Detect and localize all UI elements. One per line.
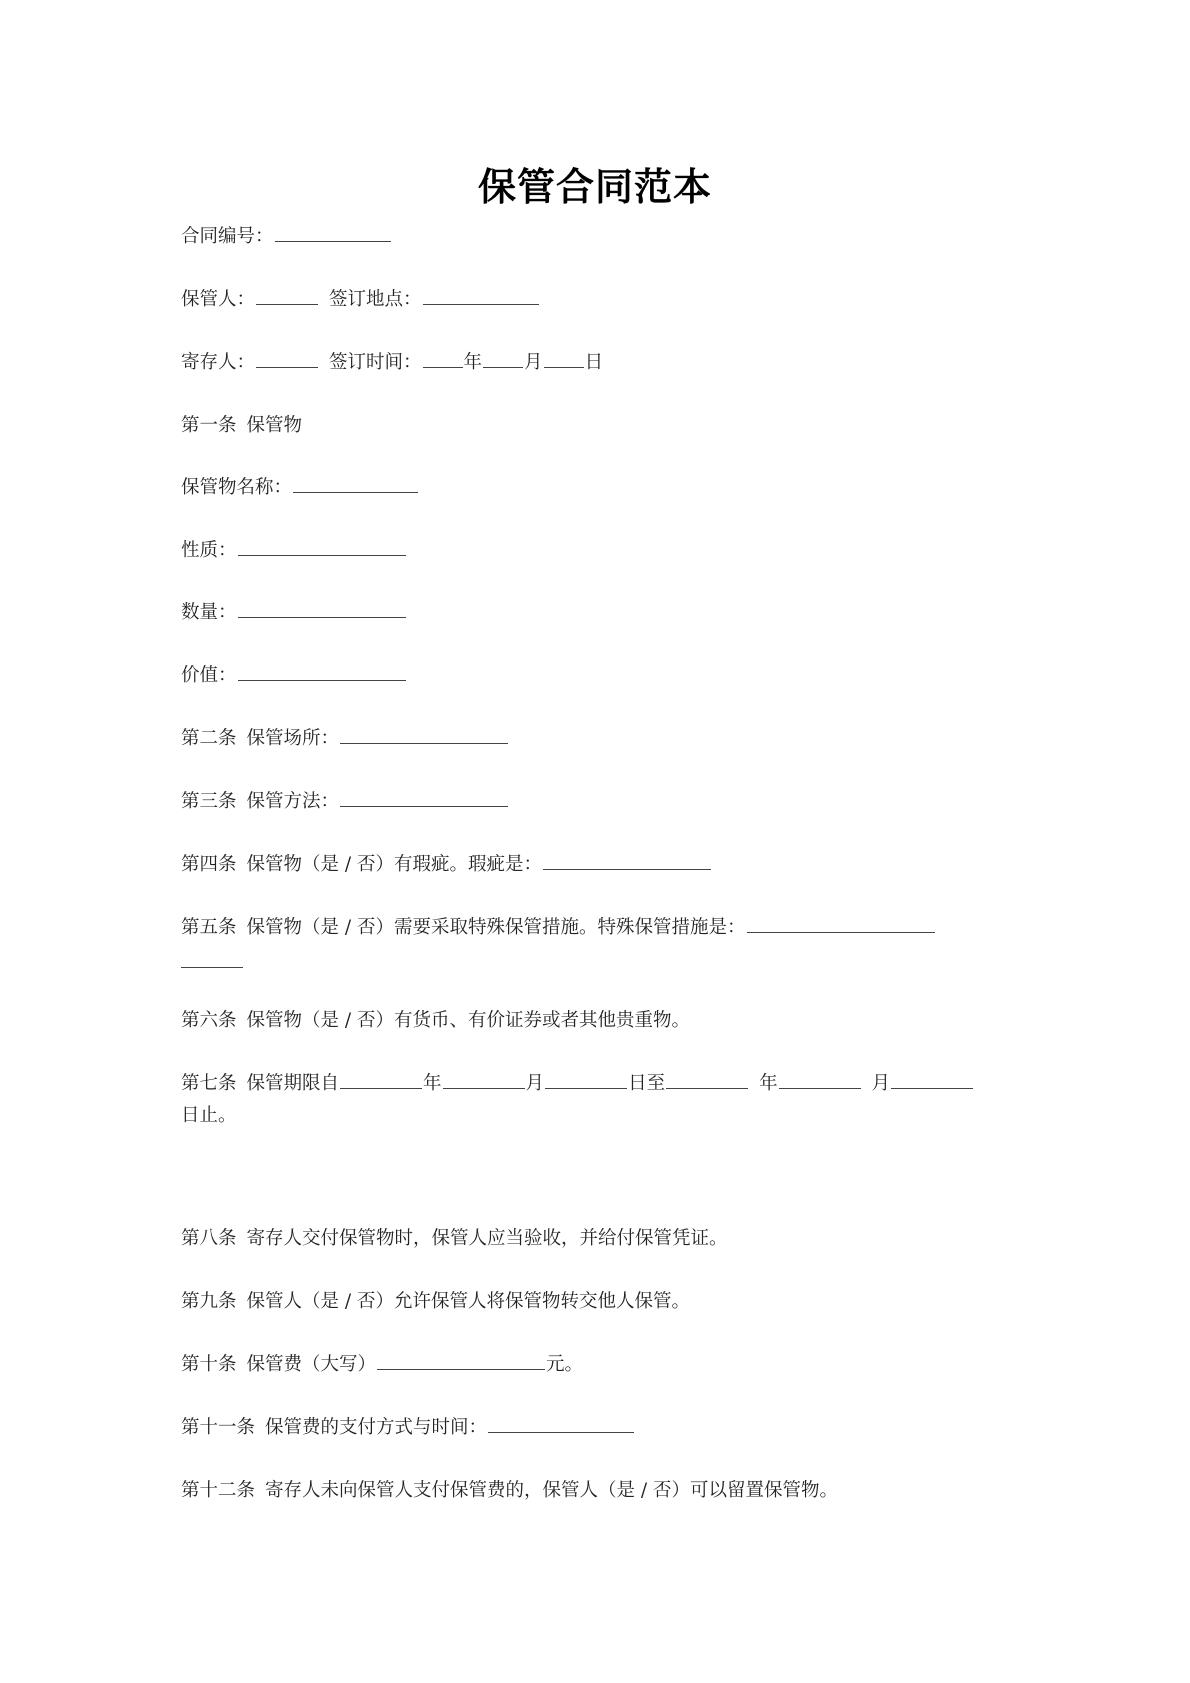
year-label: 年 <box>759 1073 778 1094</box>
payment-method-blank[interactable] <box>488 1412 634 1433</box>
fee-amount-blank[interactable] <box>377 1349 545 1370</box>
contract-number-line <box>181 221 392 253</box>
article-text: 保管人（是 / 否）允许保管人将保管物转交他人保管。 <box>246 1291 691 1312</box>
article-number: 第十条 <box>181 1354 237 1375</box>
month-label: 月 <box>524 352 543 373</box>
article-11 <box>181 1412 635 1444</box>
article-7-continuation <box>181 1100 237 1132</box>
article-4 <box>181 849 712 881</box>
article-title: 保管物 <box>246 415 303 436</box>
nature-line <box>181 535 407 567</box>
depositor-label: 寄存人： <box>181 352 256 373</box>
nature-label: 性质： <box>181 540 237 561</box>
article-6 <box>181 1005 690 1037</box>
storage-method-blank[interactable] <box>340 786 508 807</box>
contract-number-blank[interactable] <box>275 221 391 242</box>
document-title: 保管合同范本 <box>477 164 712 209</box>
article-1-heading <box>181 410 302 442</box>
sign-day-blank[interactable] <box>544 347 584 368</box>
article-text: 寄存人未向保管人支付保管费的，保管人（是 / 否）可以留置保管物。 <box>265 1480 839 1501</box>
sign-place-blank[interactable] <box>423 284 539 305</box>
article-number: 第八条 <box>181 1228 237 1249</box>
value-label: 价值： <box>181 665 237 686</box>
quantity-line <box>181 597 407 629</box>
article-number: 第十一条 <box>181 1417 256 1438</box>
sign-month-blank[interactable] <box>483 347 523 368</box>
year-label: 年 <box>423 1073 442 1094</box>
value-line <box>181 660 407 692</box>
depositor-blank[interactable] <box>256 347 318 368</box>
article-7 <box>181 1068 974 1100</box>
quantity-blank[interactable] <box>238 597 406 618</box>
article-12 <box>181 1475 838 1507</box>
article-text: 寄存人交付保管物时，保管人应当验收，并给付保管凭证。 <box>246 1228 728 1249</box>
contract-number-label: 合同编号： <box>181 226 274 247</box>
article-number: 第四条 <box>181 854 237 875</box>
article-text: 保管物（是 / 否）有瑕疵。瑕疵是： <box>246 854 543 875</box>
value-blank[interactable] <box>238 660 406 681</box>
year-label: 年 <box>463 352 483 373</box>
start-year-blank[interactable] <box>340 1068 422 1089</box>
article-text: 保管费（大写） <box>246 1354 377 1375</box>
article-number: 第六条 <box>181 1010 237 1031</box>
article-5-continuation <box>181 947 244 979</box>
article-text: 保管物（是 / 否）有货币、有价证券或者其他贵重物。 <box>246 1010 691 1031</box>
sign-place-label: 签订地点： <box>329 289 422 310</box>
item-name-line <box>181 472 419 504</box>
article-10 <box>181 1349 583 1381</box>
item-name-label: 保管物名称： <box>181 477 293 498</box>
custodian-label: 保管人： <box>181 289 256 310</box>
month-label: 月 <box>871 1073 891 1094</box>
article-number: 第九条 <box>181 1291 237 1312</box>
article-number: 第十二条 <box>181 1480 256 1501</box>
article-number: 第三条 <box>181 791 237 812</box>
special-measures-blank-continued[interactable] <box>181 947 243 968</box>
day-to-label: 日至 <box>628 1073 666 1094</box>
article-number: 第二条 <box>181 728 237 749</box>
depositor-line <box>181 347 603 379</box>
currency-unit: 元。 <box>546 1354 584 1375</box>
special-measures-blank[interactable] <box>747 912 935 933</box>
end-year-blank[interactable] <box>666 1068 748 1089</box>
article-text: 保管方法： <box>246 791 340 812</box>
article-number: 第五条 <box>181 917 237 938</box>
article-3 <box>181 786 509 818</box>
sign-year-blank[interactable] <box>423 347 463 368</box>
article-2 <box>181 723 509 755</box>
article-text: 保管场所： <box>246 728 340 749</box>
custodian-blank[interactable] <box>256 284 318 305</box>
article-8 <box>181 1223 728 1255</box>
end-month-blank[interactable] <box>779 1068 861 1089</box>
article-text: 保管期限自 <box>246 1073 340 1094</box>
custodian-line <box>181 284 540 316</box>
article-text-end: 日止。 <box>181 1105 237 1126</box>
month-label: 月 <box>525 1073 545 1094</box>
article-5 <box>181 912 936 944</box>
start-month-blank[interactable] <box>443 1068 525 1089</box>
start-day-blank[interactable] <box>545 1068 627 1089</box>
article-number: 第一条 <box>181 415 237 436</box>
article-9 <box>181 1286 690 1318</box>
quantity-label: 数量： <box>181 602 237 623</box>
end-day-blank[interactable] <box>891 1068 973 1089</box>
day-label: 日 <box>584 352 604 373</box>
article-text: 保管费的支付方式与时间： <box>265 1417 488 1438</box>
storage-place-blank[interactable] <box>340 723 508 744</box>
article-text: 保管物（是 / 否）需要采取特殊保管措施。特殊保管措施是： <box>246 917 746 938</box>
nature-blank[interactable] <box>238 535 406 556</box>
sign-time-label: 签订时间： <box>329 352 422 373</box>
defect-blank[interactable] <box>543 849 711 870</box>
item-name-blank[interactable] <box>293 472 418 493</box>
article-number: 第七条 <box>181 1073 237 1094</box>
